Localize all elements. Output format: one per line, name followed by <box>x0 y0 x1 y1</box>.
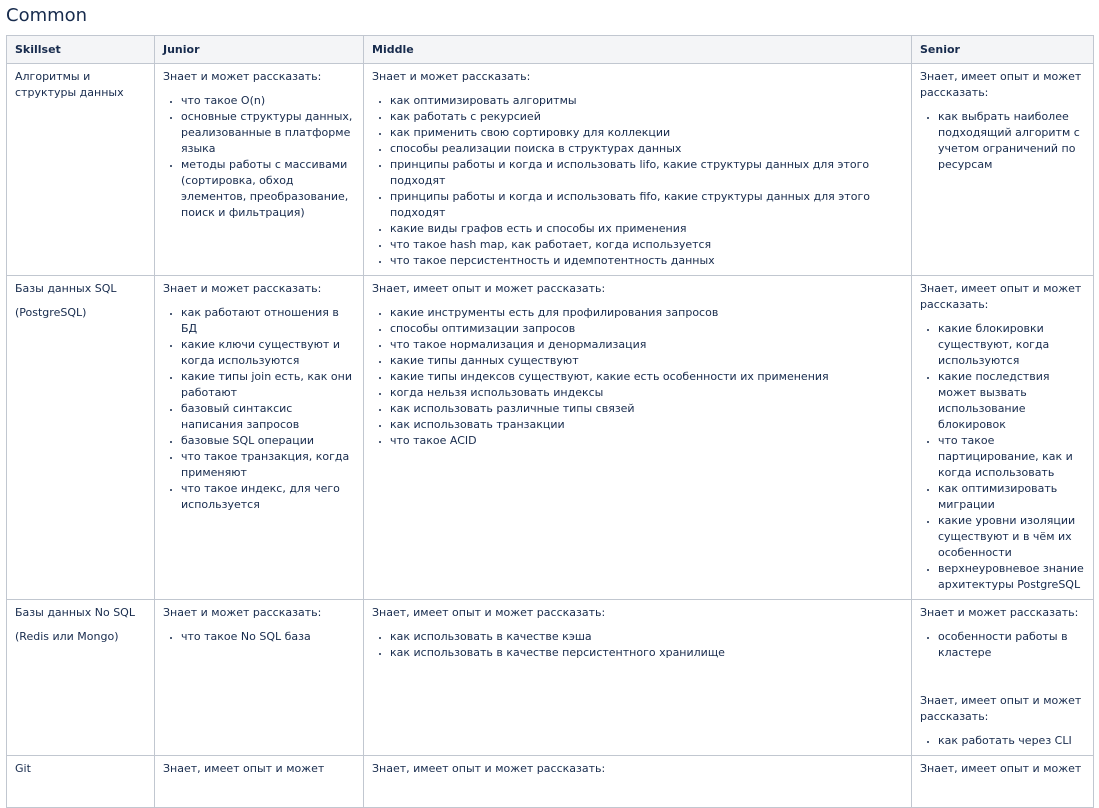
skill-cell <box>7 64 155 276</box>
junior-cell <box>155 756 364 808</box>
skill-name: Базы данных SQL <box>15 282 117 295</box>
table-row <box>7 756 1094 808</box>
table-body <box>7 64 1094 808</box>
list-item: • как выбрать наиболее подходящий алгоритм с учетом ограничений по ресурсам <box>938 109 1085 173</box>
page-title: Common <box>6 5 88 26</box>
cell-intro: Знает и может рассказать: <box>163 282 322 295</box>
cell-list <box>163 305 355 513</box>
cell-intro: Знает, имеет опыт и может рассказать: <box>372 282 606 295</box>
junior-cell <box>155 600 364 756</box>
list-item: • что такое O(n) <box>181 93 355 109</box>
list-item: • какие уровни изоляции существуют и в чём их особенности <box>938 513 1085 561</box>
list-item: • как оптимизировать миграции <box>938 481 1085 513</box>
skill-name: Базы данных No SQL <box>15 606 135 619</box>
middle-cell <box>364 276 912 600</box>
list-item: • как работают отношения в БД <box>181 305 355 337</box>
cell-intro: Знает, имеет опыт и может <box>920 762 1082 775</box>
table-row <box>7 64 1094 276</box>
cell-intro: Знает и может рассказать: <box>920 606 1079 619</box>
list-item: • основные структуры данных, реализованные в платформе языка <box>181 109 355 157</box>
list-item: • что такое персистентность и идемпотентность данных <box>390 253 903 269</box>
list-item: • что такое партицирование, как и когда использовать <box>938 433 1085 481</box>
cell-intro: Знает, имеет опыт и может рассказать: <box>920 70 1082 99</box>
cell-list <box>920 109 1085 173</box>
cell-list <box>372 93 903 269</box>
list-item: • способы реализации поиска в структурах данных <box>390 141 903 157</box>
list-item: • какие инструменты есть для профилирования запросов <box>390 305 903 321</box>
senior-cell <box>912 756 1094 808</box>
junior-cell <box>155 64 364 276</box>
header-skillset: Skillset <box>7 36 155 64</box>
list-item: • принципы работы и когда и использовать fifo, какие структуры данных для этого подходят <box>390 189 903 221</box>
cell-intro: Знает, имеет опыт и может рассказать: <box>920 282 1082 311</box>
cell-intro: Знает и может рассказать: <box>372 70 531 83</box>
list-item: • особенности работы в кластере <box>938 629 1085 661</box>
list-item: • верхнеуровневое знание архитектуры PostgreSQL <box>938 561 1085 593</box>
skills-table <box>6 35 1094 808</box>
list-item: • как использовать различные типы связей <box>390 401 903 417</box>
table-row <box>7 276 1094 600</box>
block-spacer <box>920 661 1085 693</box>
cell-intro: Знает, имеет опыт и может <box>163 762 325 775</box>
list-item: • какие виды графов есть и способы их применения <box>390 221 903 237</box>
list-item: • что такое ACID <box>390 433 903 449</box>
list-item: • какие блокировки существуют, когда используются <box>938 321 1085 369</box>
header-middle: Middle <box>364 36 912 64</box>
list-item: • какие типы индексов существуют, какие есть особенности их применения <box>390 369 903 385</box>
list-item: • какие типы данных существуют <box>390 353 903 369</box>
list-item: • способы оптимизации запросов <box>390 321 903 337</box>
list-item: • что такое нормализация и денормализация <box>390 337 903 353</box>
list-item: • методы работы с массивами (сортировка, обход элементов, преобразование, поиск и фильтрация) <box>181 157 355 221</box>
list-item: • какие типы join есть, как они работают <box>181 369 355 401</box>
list-item: • принципы работы и когда и использовать lifo, какие структуры данных для этого подходят <box>390 157 903 189</box>
skill-cell <box>7 276 155 600</box>
cell-intro: Знает и может рассказать: <box>163 70 322 83</box>
junior-cell <box>155 276 364 600</box>
list-item: • что такое No SQL база <box>181 629 355 645</box>
list-item: • базовый синтаксис написания запросов <box>181 401 355 433</box>
list-item: • когда нельзя использовать индексы <box>390 385 903 401</box>
list-item: • как использовать в качестве кэша <box>390 629 903 645</box>
table-row <box>7 600 1094 756</box>
cell-intro: Знает, имеет опыт и может рассказать: <box>372 762 606 775</box>
skill-name: (Redis или Mongo) <box>15 630 119 643</box>
senior-cell <box>912 64 1094 276</box>
list-item: • какие ключи существуют и когда используются <box>181 337 355 369</box>
skill-cell <box>7 600 155 756</box>
cell-list <box>920 733 1085 749</box>
skill-name: Алгоритмы и структуры данных <box>15 70 124 99</box>
skill-cell <box>7 756 155 808</box>
cell-intro: Знает, имеет опыт и может рассказать: <box>372 606 606 619</box>
list-item: • что такое hash map, как работает, когда используется <box>390 237 903 253</box>
cell-list <box>372 305 903 449</box>
cell-list <box>163 93 355 221</box>
skill-name: Git <box>15 762 31 775</box>
header-junior: Junior <box>155 36 364 64</box>
list-item: • как работать через CLI <box>938 733 1085 749</box>
list-item: • как работать с рекурсией <box>390 109 903 125</box>
list-item: • что такое транзакция, когда применяют <box>181 449 355 481</box>
list-item: • как оптимизировать алгоритмы <box>390 93 903 109</box>
list-item: • базовые SQL операции <box>181 433 355 449</box>
cell-intro: Знает и может рассказать: <box>163 606 322 619</box>
senior-cell <box>912 276 1094 600</box>
cell-list <box>920 629 1085 661</box>
middle-cell <box>364 756 912 808</box>
senior-cell <box>912 600 1094 756</box>
skill-name: (PostgreSQL) <box>15 306 87 319</box>
list-item: • какие последствия может вызвать использование блокировок <box>938 369 1085 433</box>
list-item: • как применить свою сортировку для коллекции <box>390 125 903 141</box>
cell-list <box>372 629 903 661</box>
middle-cell <box>364 600 912 756</box>
list-item: • как использовать транзакции <box>390 417 903 433</box>
list-item: • что такое индекс, для чего используется <box>181 481 355 513</box>
cell-list <box>163 629 355 645</box>
middle-cell <box>364 64 912 276</box>
header-senior: Senior <box>912 36 1094 64</box>
list-item: • как использовать в качестве персистентного хранилище <box>390 645 903 661</box>
cell-list <box>920 321 1085 593</box>
header-row <box>7 36 1094 64</box>
cell-intro: Знает, имеет опыт и может рассказать: <box>920 694 1082 723</box>
